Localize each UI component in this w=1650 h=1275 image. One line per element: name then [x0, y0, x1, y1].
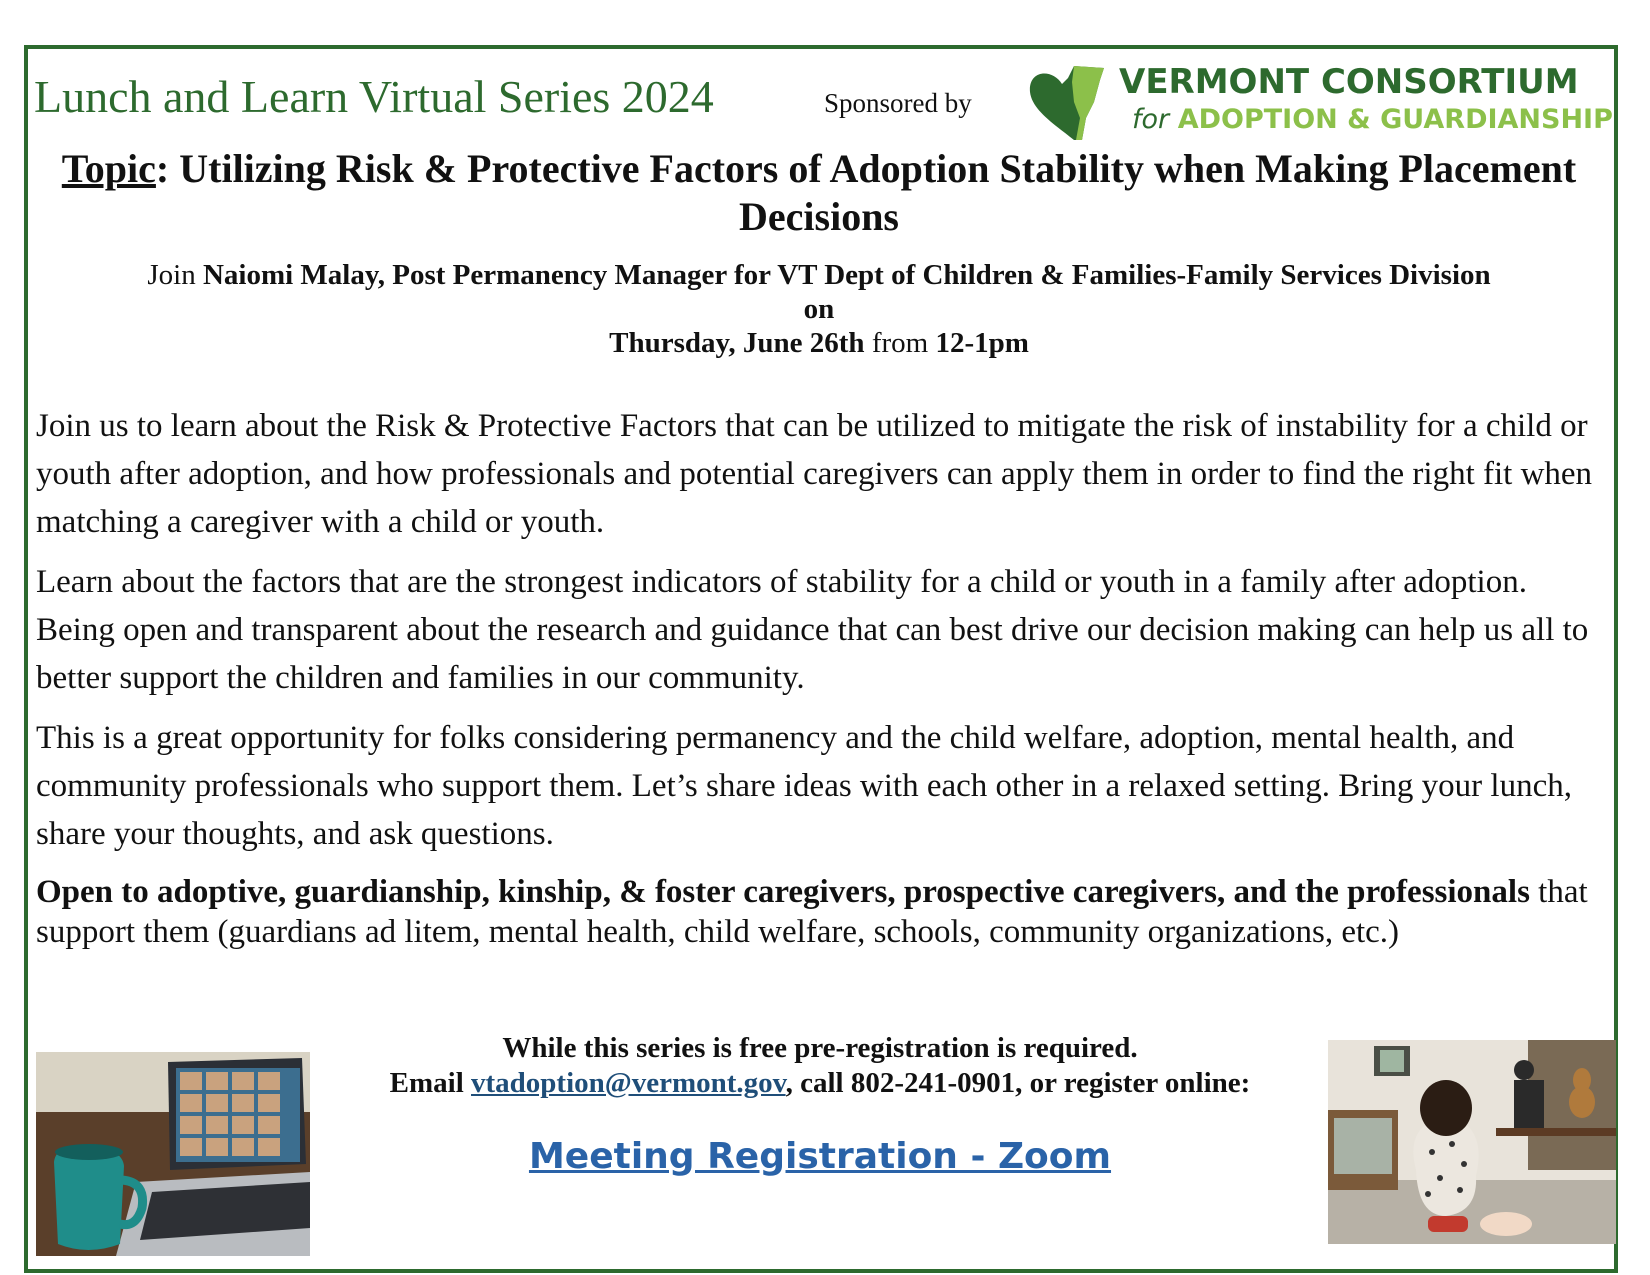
header [34, 62, 1613, 142]
topic-text: : Utilizing Risk & Protective Factors of Adoption Stability when Making Placement Decisions [155, 146, 1577, 239]
child-living-room-image [1328, 1040, 1616, 1244]
series-title: Lunch and Learn Virtual Series 2024 [34, 71, 714, 122]
logo-subtitle [1132, 104, 1613, 135]
zoom-registration-link[interactable]: Meeting Registration - Zoom [528, 1136, 1112, 1177]
logo-title: VERMONT CONSORTIUM [1119, 62, 1579, 102]
email-link[interactable]: vtadoption@vermont.gov [471, 1067, 786, 1099]
laptop-photo [36, 1052, 310, 1256]
body-paragraph-2: Learn about the factors that are the strongest indicators of stability for a child or youth in a family after adoption. Being open and transparent about the research and guidance that can best drive our decision making can help us all to better support the children and families in our community. [36, 564, 1589, 696]
registration-required: While this series is free pre-registration is required. [502, 1032, 1138, 1064]
body-paragraph-1: Join us to learn about the Risk & Protective Factors that can be utilized to mitigate the risk of instability for a child or youth after adoption, and how professionals and potential caregivers can apply them in order to find the right fit when matching a caregiver with a child or youth. [36, 408, 1593, 540]
body-paragraph-3: This is a great opportunity for folks considering permanency and the child welfare, adoption, mental health, and community professionals who support them. Let’s share ideas with each other in a relaxed setting. Bring your lunch, share your thoughts, and ask questions. [36, 720, 1572, 852]
logo-adoption-guardianship: ADOPTION & GUARDIANSHIP [1177, 104, 1613, 135]
child-photo [1328, 1040, 1616, 1244]
event-date: Thursday, June 26th [609, 327, 865, 359]
email-prefix: Email [389, 1067, 472, 1099]
presenter-name-title: Naiomi Malay, Post Permanency Manager for VT Dept of Children & Families-Family Services Division [202, 259, 1491, 291]
from-word: from [864, 327, 936, 359]
presenter-line [34, 258, 1604, 292]
topic-heading [34, 145, 1604, 241]
audience-bold: Open to adoptive, guardianship, kinship, & foster caregivers, prospective caregivers, and the professionals [36, 874, 1530, 910]
logo-for: for [1132, 104, 1170, 135]
topic-label: Topic [61, 146, 156, 191]
date-time-line [34, 326, 1604, 360]
laptop-video-call-image [36, 1052, 310, 1256]
audience-rest: that support them (guardians ad litem, mental health, child welfare, schools, community organizations, etc.) [36, 874, 1588, 950]
vermont-heart-logo-icon [1024, 62, 1124, 142]
vermont-consortium-logo [1024, 62, 1614, 142]
sponsored-by-label: Sponsored by [824, 88, 972, 118]
contact-suffix: , call 802-241-0901, or register online: [785, 1067, 1251, 1099]
event-time: 12-1pm [935, 327, 1029, 359]
on-word: on [803, 293, 835, 325]
contact-line [300, 1066, 1340, 1100]
audience-paragraph [36, 872, 1606, 952]
join-word: Join [147, 259, 203, 291]
